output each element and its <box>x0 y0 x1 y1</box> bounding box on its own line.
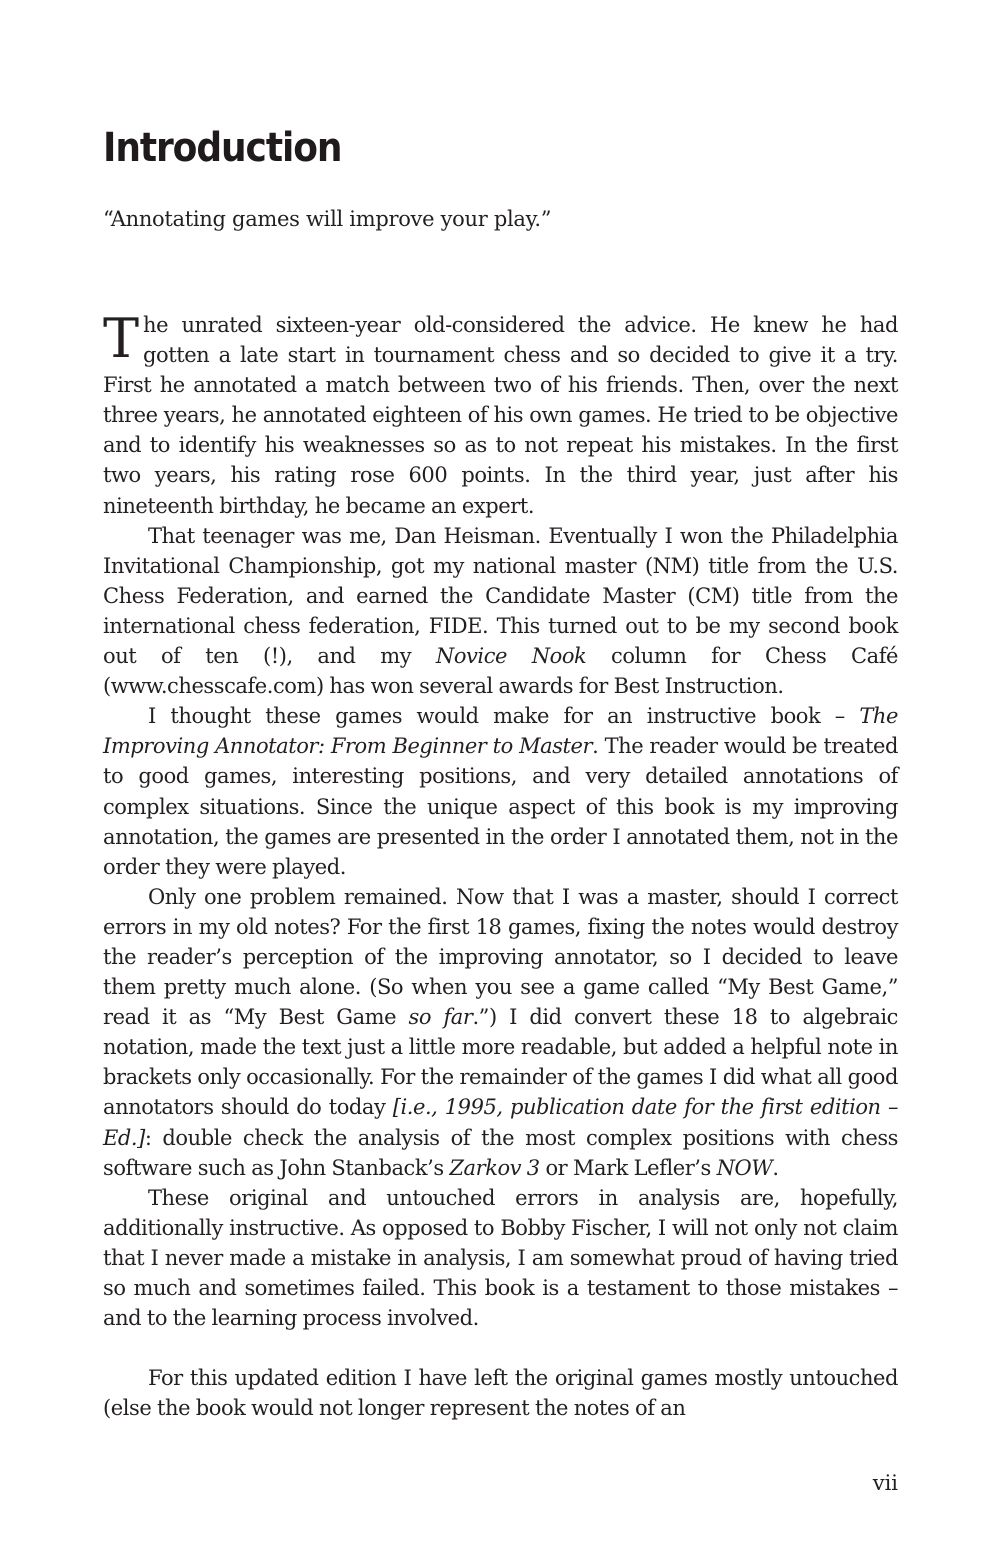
paragraph-opening <box>103 307 898 521</box>
paragraph-author-text-b: column for Chess Café (www.chesscafe.com) has won several awards for Best Instruction. <box>103 644 898 699</box>
paragraph-author <box>103 521 898 702</box>
paragraph-corrections-text-4: or Mark Lefler’s <box>539 1155 717 1180</box>
software-now-italic: NOW <box>716 1155 773 1180</box>
drop-cap: T <box>103 307 140 370</box>
paragraph-errors: These original and untouched errors in analysis are, hopefully, additionally instructive. As opposed to Bobby Fischer, I will not only not claim that I never made a mistake in analysis, I am somewhat proud of having tried so much and sometimes failed. This book is a testament to those mistakes – and to the learning process involved. <box>103 1185 898 1331</box>
book-page <box>103 0 898 1546</box>
body-text <box>103 307 899 1423</box>
paragraph-corrections-text-1: Only one problem remained. Now that I was a master, should I correct errors in my old notes? For the first 18 games, fixing the notes would destroy the reader’s perception of the improving annotator, so I decided to leave them pretty much alone. (So when you see a game called “My Best Game,” read it as “My Best Game <box>103 884 898 1030</box>
paragraph-book-text-b: . The reader would be treated to good games, interesting positions, and very detailed annotations of complex situations. Since the unique aspect of this book is my improving annotation, the games are presented in the order I annotated them, not in the order they were played. <box>103 734 898 879</box>
software-zarkov-italic: Zarkov 3 <box>449 1155 540 1180</box>
column-title-italic: Novice Nook <box>435 644 587 669</box>
paragraph-opening-text: he unrated sixteen-year old-considered the advice. He knew he had gotten a late start in tournament chess and so decided to give it a try. First he annotated a match between two of his friends. Then, over the next three years, he annotated eighteen of his own games. He tried to be objective and to identify his weaknesses so as to not repeat his mistakes. In the first two years, his rating rose 600 points. In the third year, just after his nineteenth birthday, he became an expert. <box>103 313 898 518</box>
chapter-title: Introduction <box>103 125 342 171</box>
epigraph-quote: “Annotating games will improve your play.” <box>103 207 552 231</box>
paragraph-corrections-text-5: . <box>772 1155 779 1180</box>
editor-note-italic: [i.e., 1995, publication date for the first edition – Ed.] <box>103 1095 899 1150</box>
paragraph-corrections-text-2: .”) I did convert these 18 to algebraic notation, made the text just a little more readable, but added a helpful note in brackets only occasionally. For the remainder of the games I did what all good annotators should do today <box>103 1005 898 1120</box>
page-number: vii <box>872 1471 898 1495</box>
paragraph-author-text-a: That teenager was me, Dan Heisman. Eventually I won the Philadelphia Invitational Championship, got my national master (NM) title from the U.S. Chess Federation, and earned the Candidate Master (CM) title from the international chess federation, FIDE. This turned out to be my second book out of ten (!), and my <box>103 523 898 669</box>
paragraph-corrections <box>103 882 898 1183</box>
paragraph-updated-edition: For this updated edition I have left the original games mostly untouched (else the book would not longer represent the notes of an <box>103 1366 898 1421</box>
paragraph-book-text-a: I thought these games would make for an instructive book – <box>148 704 860 729</box>
paragraph-corrections-text-3: : double check the analysis of the most complex positions with chess software such as John Stanback’s <box>103 1125 898 1180</box>
so-far-italic: so far <box>408 1005 473 1030</box>
paragraph-book <box>103 701 898 882</box>
book-title-italic: The Improving Annotator: From Beginner to Master <box>103 704 898 759</box>
